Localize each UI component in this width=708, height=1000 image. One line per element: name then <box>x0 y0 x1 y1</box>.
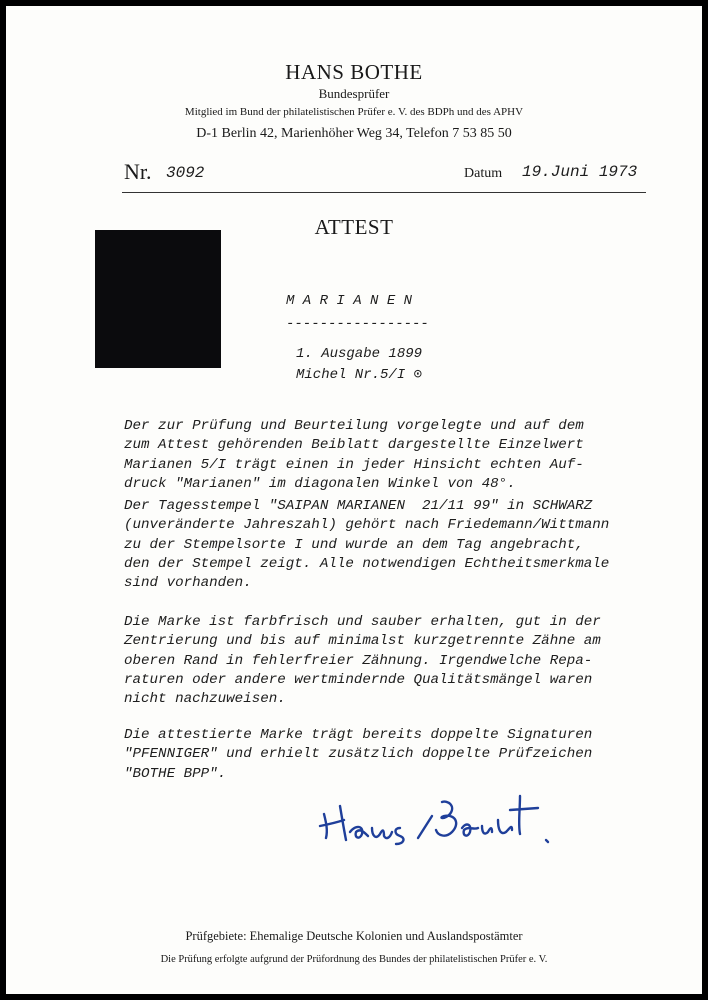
paragraph-line: nicht nachzuweisen. <box>124 691 286 708</box>
document-heading: ATTEST <box>314 215 394 239</box>
paragraph-line: zum Attest gehörenden Beiblatt dargestellte Einzelwert <box>124 437 584 454</box>
stamp-issue: 1. Ausgabe 1899 <box>296 346 423 362</box>
paragraph-line: oberen Rand in fehlerfreier Zähnung. Irgendwelche Repa- <box>124 652 593 669</box>
address-line: D-1 Berlin 42, Marienhöher Weg 34, Telefon 7 53 85 50 <box>196 126 512 141</box>
certificate-number: 3092 <box>166 164 205 182</box>
paragraph-line: Marianen 5/I trägt einen in jeder Hinsicht echten Auf- <box>124 456 584 473</box>
paragraph-postmark <box>124 497 694 593</box>
number-label: Nr. <box>124 159 152 184</box>
paragraph-line: sind vorhanden. <box>124 575 252 592</box>
paragraph-line: zu der Stempelsorte I und wurde an dem Tag angebracht, <box>124 536 584 553</box>
header-rule <box>122 192 646 193</box>
examination-areas: Prüfgebiete: Ehemalige Deutsche Kolonien und Auslandspostämter <box>185 929 523 943</box>
paragraph-line: Der Tagesstempel "SAIPAN MARIANEN 21/11 99" in SCHWARZ <box>124 498 593 514</box>
date-label: Datum <box>464 166 503 181</box>
paragraph-line: den der Stempel zeigt. Alle notwendigen Echtheitsmerkmale <box>124 555 610 572</box>
handwritten-signature <box>306 776 566 866</box>
country-underline: ----------------- <box>286 316 429 332</box>
attest-certificate <box>6 6 702 994</box>
paragraph-overprint <box>124 417 694 494</box>
paragraph-line: "PFENNIGER" und erhielt zusätzlich doppelte Prüfzeichen <box>124 746 593 763</box>
paragraph-line: raturen oder andere wertmindernde Qualitätsmängel waren <box>124 671 593 688</box>
stamp-country: M A R I A N E N <box>286 293 413 309</box>
paragraph-line: Der zur Prüfung und Beurteilung vorgelegte und auf dem <box>124 418 584 434</box>
paragraph-line: Die attestierte Marke trägt bereits doppelte Signaturen <box>124 727 593 743</box>
paragraph-condition <box>124 613 694 709</box>
paragraph-line: Zentrierung und bis auf minimalst kurzgetrennte Zähne am <box>124 633 601 650</box>
membership-line: Mitglied im Bund der philatelistischen Prüfer e. V. des BDPh und des APHV <box>184 106 524 118</box>
certificate-date: 19.Juni 1973 <box>522 163 638 181</box>
stamp-catalog-number: Michel Nr.5/I ⊙ <box>296 367 423 383</box>
paragraph-line: (unveränderte Jahreszahl) gehört nach Friedemann/Wittmann <box>124 517 610 534</box>
paragraph-line: Die Marke ist farbfrisch und sauber erhalten, gut in der <box>124 614 601 630</box>
examiner-title: Bundesprüfer <box>318 86 390 101</box>
examiner-name: HANS BOTHE <box>285 60 423 84</box>
stamp-image <box>95 230 221 368</box>
paragraph-line: druck "Marianen" im diagonalen Winkel von 48°. <box>124 475 516 492</box>
examination-note: Die Prüfung erfolgte aufgrund der Prüfordnung des Bundes der philatelistischen Prüfer e. V. <box>160 954 548 965</box>
paragraph-line: "BOTHE BPP". <box>124 765 227 782</box>
